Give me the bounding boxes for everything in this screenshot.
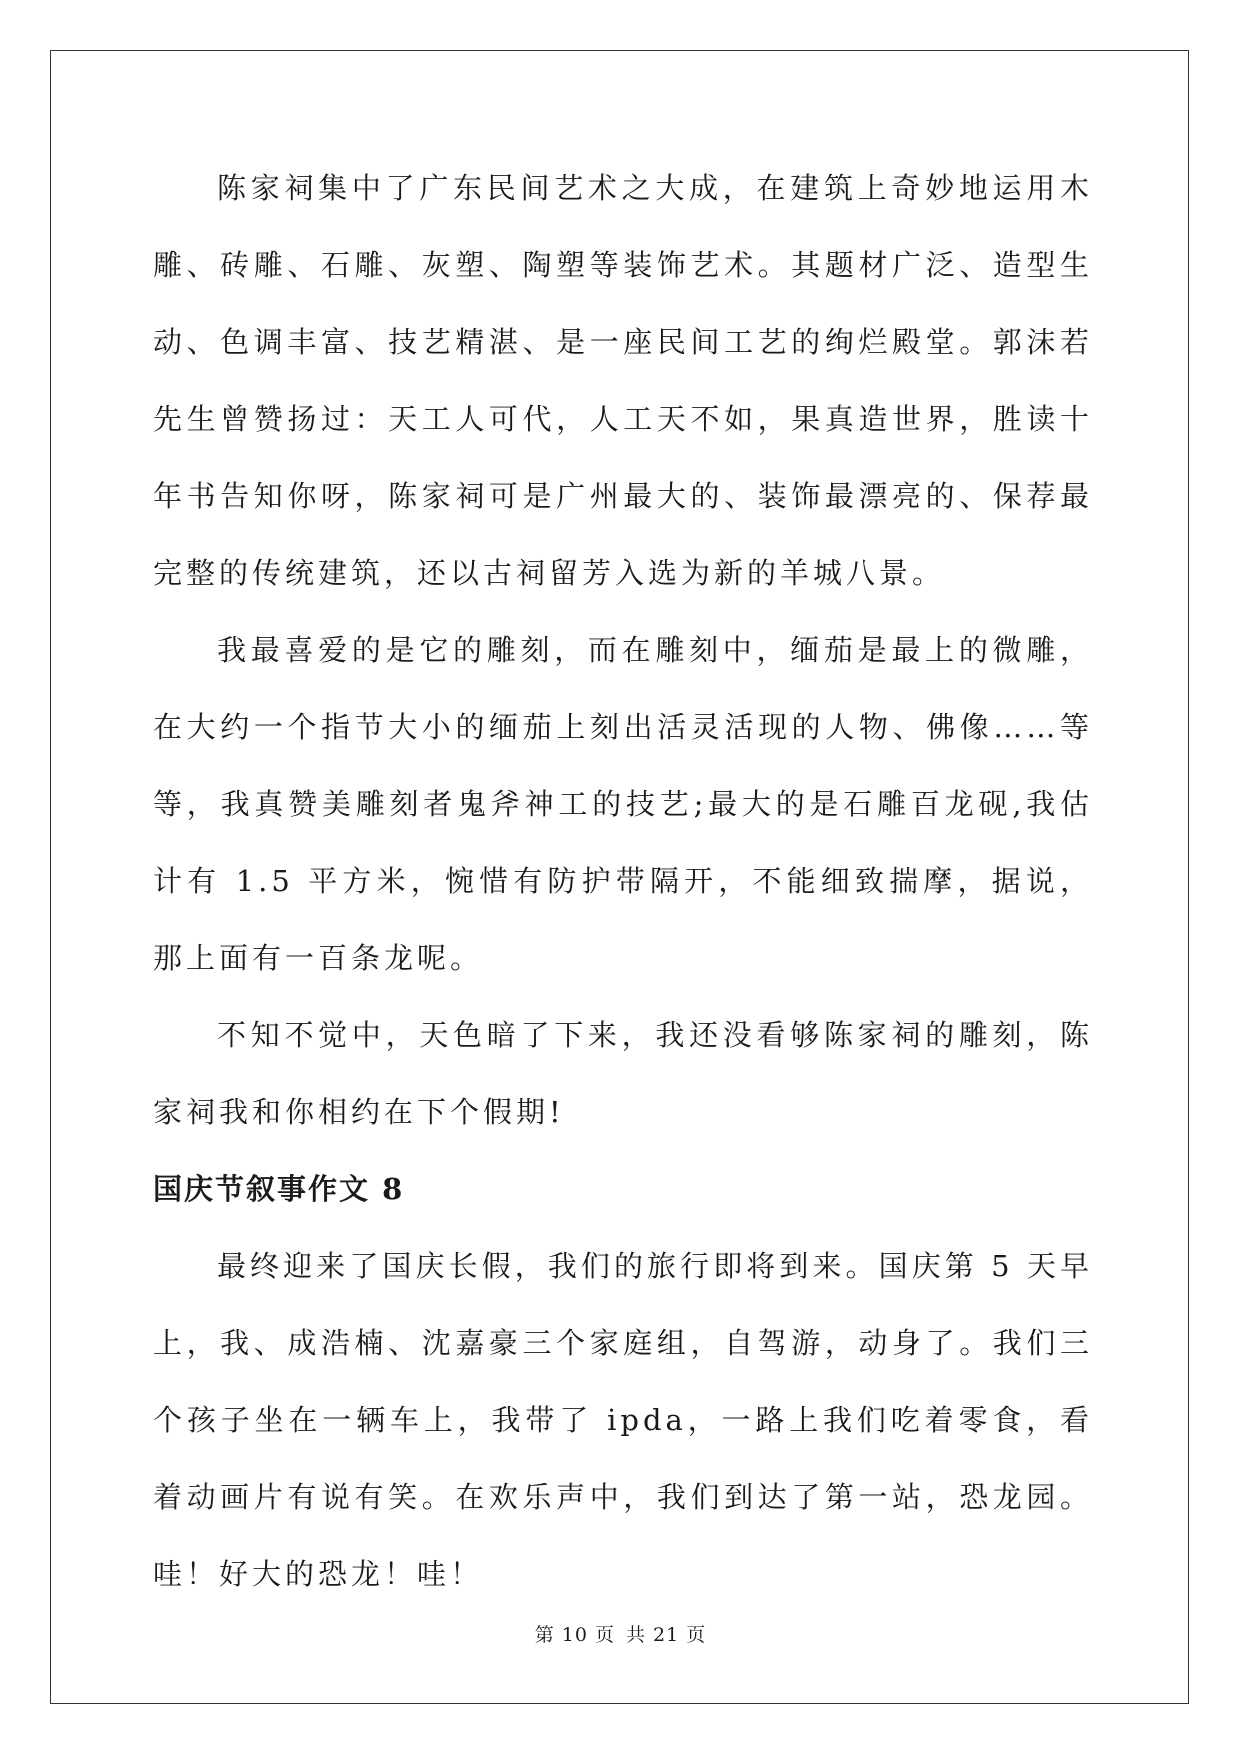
total-pages: 共 21 页 xyxy=(626,1624,707,1646)
paragraph-3: 不知不觉中，天色暗了下来，我还没看够陈家祠的雕刻，陈家祠我和你相约在下个假期! xyxy=(153,1018,1093,1129)
section-title: 国庆节叙事作文 8 xyxy=(153,1172,405,1206)
section-paragraph-1: 最终迎来了国庆长假，我们的旅行即将到来。国庆第 5 天早上，我、成浩楠、沈嘉豪三个家庭组，自驾游，动身了。我们三个孩子坐在一辆车上，我带了 ipda，一路上我们吃着零食，看着动画片有说有笑。在欢乐声中，我们到达了第一站，恐龙园。哇！好大的恐龙！哇！ xyxy=(153,1249,1093,1591)
page-footer xyxy=(0,1620,1241,1647)
paragraph-2: 我最喜爱的是它的雕刻，而在雕刻中，缅茄是最上的微雕，在大约一个指节大小的缅茄上刻出活灵活现的人物、佛像……等等，我真赞美雕刻者鬼斧神工的技艺;最大的是石雕百龙砚,我估计有 1.5 平方米，惋惜有防护带隔开，不能细致揣摩，据说，那上面有一百条龙呢。 xyxy=(153,633,1093,975)
page-number: 第 10 页 xyxy=(534,1624,615,1646)
paragraph-1: 陈家祠集中了广东民间艺术之大成，在建筑上奇妙地运用木雕、砖雕、石雕、灰塑、陶塑等装饰艺术。其题材广泛、造型生动、色调丰富、技艺精湛、是一座民间工艺的绚烂殿堂。郭沫若先生曾赞扬过：天工人可代，人工天不如，果真造世界，胜读十年书告知你呀，陈家祠可是广州最大的、装饰最漂亮的、保荐最完整的传统建筑，还以古祠留芳入选为新的羊城八景。 xyxy=(153,171,1093,590)
document-body xyxy=(153,150,1093,1613)
